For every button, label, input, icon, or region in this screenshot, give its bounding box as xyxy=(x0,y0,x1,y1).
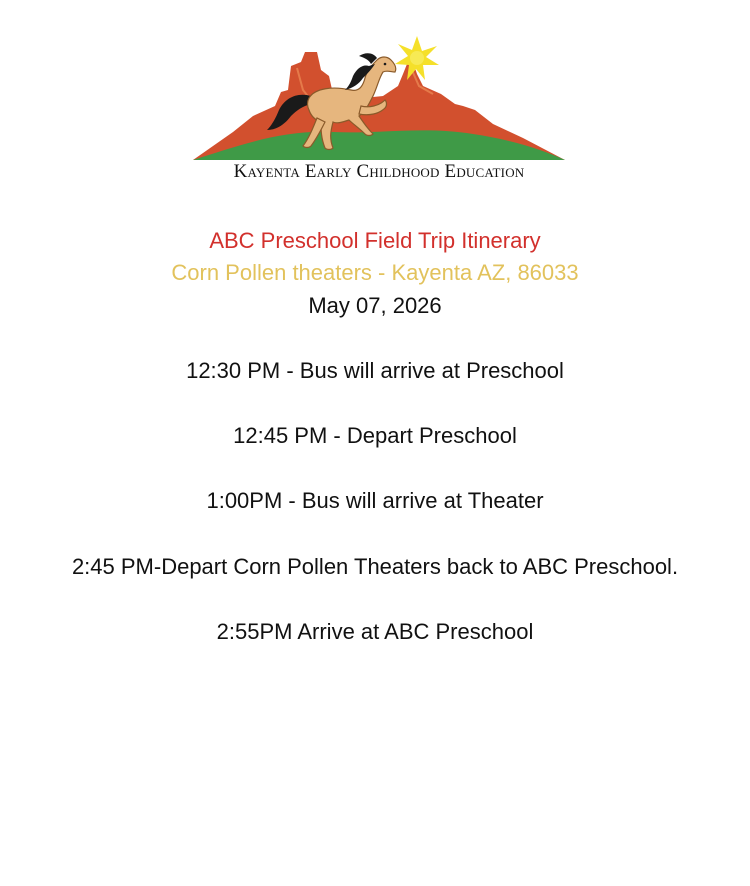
mesa-horse-logo-graphic xyxy=(193,34,565,162)
kayenta-logo xyxy=(193,34,565,184)
sun-icon xyxy=(395,36,439,80)
itinerary-item: 1:00PM - Bus will arrive at Theater xyxy=(206,488,544,513)
itinerary-item: 12:30 PM - Bus will arrive at Preschool xyxy=(186,358,564,383)
logo-wordmark: Kayenta Early Childhood Education xyxy=(233,161,525,182)
trip-date: May 07, 2026 xyxy=(308,293,442,318)
page-title: ABC Preschool Field Trip Itinerary xyxy=(209,228,541,253)
itinerary-item: 2:55PM Arrive at ABC Preschool xyxy=(216,619,534,644)
itinerary-item: 12:45 PM - Depart Preschool xyxy=(233,423,517,448)
trip-location: Corn Pollen theaters - Kayenta AZ, 86033 xyxy=(171,260,579,285)
itinerary-item: 2:45 PM-Depart Corn Pollen Theaters back to ABC Preschool. xyxy=(71,554,679,579)
